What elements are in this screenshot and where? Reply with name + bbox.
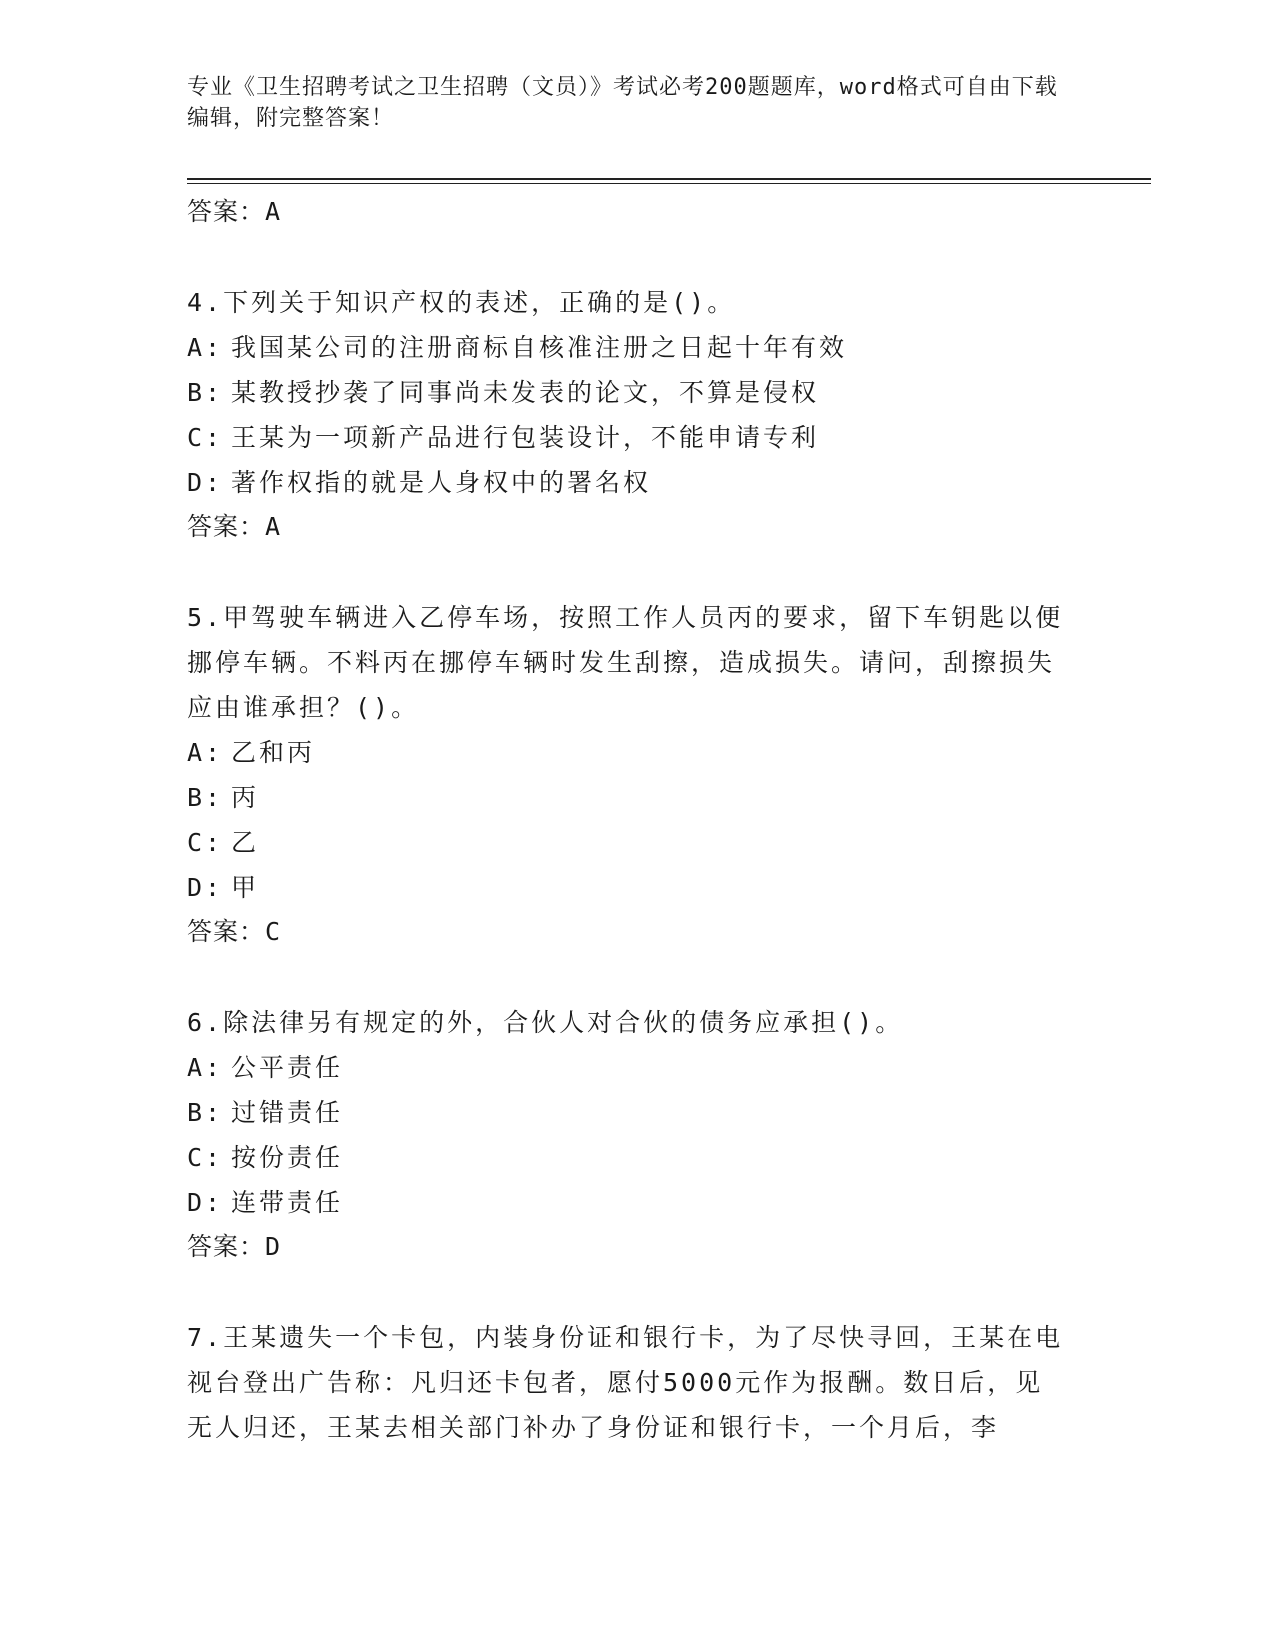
question-stem: 7.王某遗失一个卡包，内装身份证和银行卡，为了尽快寻回，王某在电视台登出广告称：凡归还卡包者，愿付5000元作为报酬。数日后，见无人归还，王某去相关部门补办了身份证和银行卡，一个月后，李 bbox=[187, 1323, 1064, 1442]
option-text: 著作权指的就是人身权中的署名权 bbox=[231, 468, 652, 497]
option-text: 按份责任 bbox=[231, 1143, 344, 1172]
answer-line: 答案：C bbox=[187, 917, 282, 946]
option-text: 甲 bbox=[231, 873, 260, 902]
option-letter: C: bbox=[187, 1143, 224, 1172]
option-text: 连带责任 bbox=[231, 1188, 344, 1217]
option-letter: A: bbox=[187, 738, 224, 767]
option-c bbox=[187, 820, 1067, 865]
option-a bbox=[187, 1045, 1067, 1090]
option-c bbox=[187, 1135, 1067, 1180]
option-letter: D: bbox=[187, 1188, 224, 1217]
option-text: 某教授抄袭了同事尚未发表的论文，不算是侵权 bbox=[231, 378, 820, 407]
answer-line: 答案：D bbox=[187, 1232, 282, 1261]
option-d bbox=[187, 1180, 1067, 1225]
option-letter: A: bbox=[187, 333, 224, 362]
question-stem: 4.下列关于知识产权的表述，正确的是()。 bbox=[187, 288, 736, 317]
option-c bbox=[187, 415, 1067, 460]
option-text: 过错责任 bbox=[231, 1098, 344, 1127]
option-text: 我国某公司的注册商标自核准注册之日起十年有效 bbox=[231, 333, 848, 362]
option-letter: B: bbox=[187, 783, 224, 812]
option-letter: D: bbox=[187, 468, 224, 497]
option-letter: C: bbox=[187, 423, 224, 452]
option-text: 乙和丙 bbox=[231, 738, 316, 767]
question-list bbox=[187, 190, 1067, 1450]
option-letter: D: bbox=[187, 873, 224, 902]
header-rule-thick bbox=[187, 178, 1151, 180]
option-letter: A: bbox=[187, 1053, 224, 1082]
option-d bbox=[187, 460, 1067, 505]
header-rule-thin bbox=[187, 183, 1151, 184]
question-stem: 5.甲驾驶车辆进入乙停车场，按照工作人员丙的要求，留下车钥匙以便挪停车辆。不料丙在挪停车辆时发生刮擦，造成损失。请问，刮擦损失应由谁承担？()。 bbox=[187, 603, 1064, 722]
option-letter: B: bbox=[187, 378, 224, 407]
option-b bbox=[187, 775, 1067, 820]
answer-prev: 答案：A bbox=[187, 197, 282, 226]
option-a bbox=[187, 325, 1067, 370]
option-text: 公平责任 bbox=[231, 1053, 344, 1082]
question-5 bbox=[187, 595, 1067, 954]
question-7 bbox=[187, 1315, 1067, 1450]
document-header: 专业《卫生招聘考试之卫生招聘（文员）》考试必考200题题库，word格式可自由下载编辑，附完整答案！ bbox=[187, 75, 1058, 131]
option-text: 乙 bbox=[231, 828, 260, 857]
question-stem: 6.除法律另有规定的外，合伙人对合伙的债务应承担()。 bbox=[187, 1008, 904, 1037]
option-b bbox=[187, 1090, 1067, 1135]
option-text: 丙 bbox=[231, 783, 260, 812]
option-b bbox=[187, 370, 1067, 415]
option-d bbox=[187, 865, 1067, 910]
option-text: 王某为一项新产品进行包装设计，不能申请专利 bbox=[231, 423, 820, 452]
question-4 bbox=[187, 280, 1067, 549]
question-6 bbox=[187, 1000, 1067, 1269]
option-a bbox=[187, 730, 1067, 775]
option-letter: C: bbox=[187, 828, 224, 857]
option-letter: B: bbox=[187, 1098, 224, 1127]
answer-line: 答案：A bbox=[187, 512, 282, 541]
